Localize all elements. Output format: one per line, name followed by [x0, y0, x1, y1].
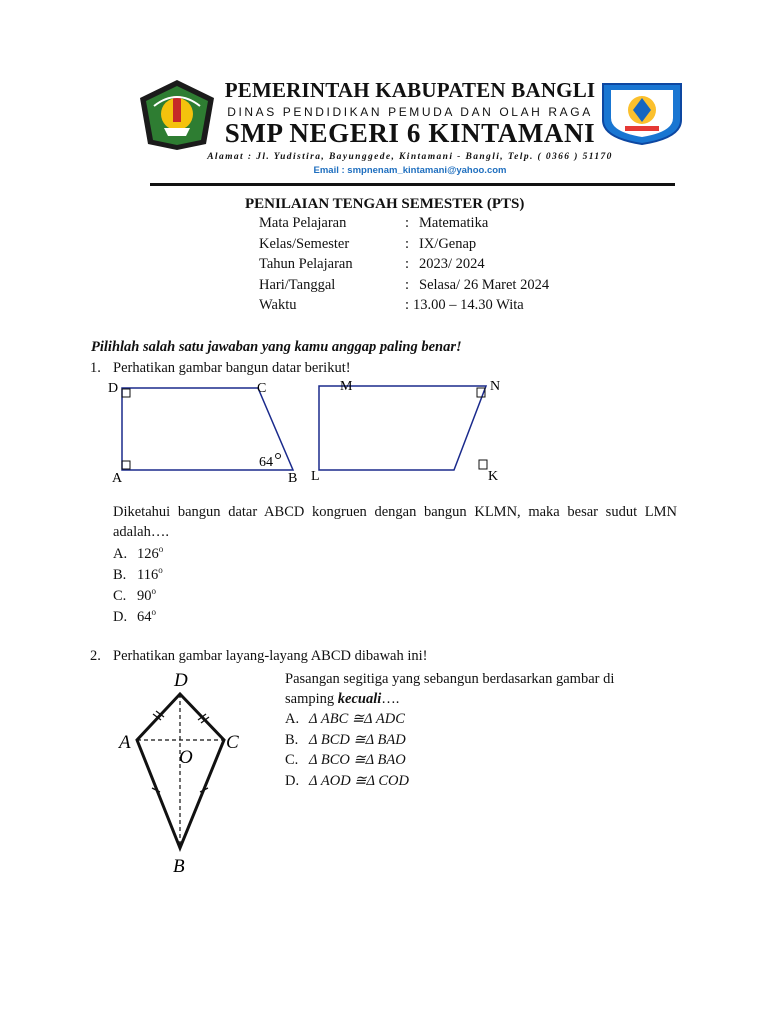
label-l: L — [311, 469, 320, 484]
info-colon: : — [405, 297, 410, 313]
info-value: Matematika — [419, 215, 489, 231]
q2-body-line1: Pasangan segitiga yang sebangun berdasarkan gambar di — [285, 671, 615, 687]
right-angle-k — [479, 460, 487, 469]
q1-prompt: Perhatikan gambar bangun datar berikut! — [113, 360, 351, 376]
q2-kite-figure — [113, 668, 273, 878]
info-key: Hari/Tanggal — [259, 277, 336, 293]
tut-wuri-handayani-logo — [597, 80, 687, 146]
q2-body-line2 — [285, 691, 399, 708]
q1-body-line2: adalah…. — [113, 524, 169, 540]
option-letter: C. — [113, 588, 127, 604]
label-b: B — [288, 471, 298, 486]
q1-body-line1: Diketahui bangun datar ABCD kongruen dengan bangun KLMN, maka besar sudut LMN — [113, 504, 677, 520]
q2-option-c[interactable] — [285, 752, 406, 769]
q2-number: 2. — [90, 648, 101, 664]
school-name: SMP NEGERI 6 KINTAMANI — [224, 118, 596, 148]
option-letter: D. — [113, 609, 128, 625]
right-angle-d — [122, 389, 130, 397]
info-colon: : — [405, 256, 410, 272]
info-colon: : — [405, 236, 410, 252]
option-text: Δ BCD ≅Δ BAD — [309, 732, 406, 748]
kite-label-c: C — [226, 732, 239, 753]
info-key: Kelas/Semester — [259, 236, 350, 252]
exam-title: PENILAIAN TENGAH SEMESTER (PTS) — [245, 196, 525, 212]
department-name: DINAS PENDIDIKAN PEMUDA DAN OLAH RAGA — [227, 105, 593, 119]
label-a: A — [112, 471, 123, 486]
q1-option-a[interactable] — [113, 544, 163, 563]
degree-sign: o — [158, 565, 163, 575]
degree-sign: o — [151, 586, 156, 596]
q1-option-c[interactable] — [113, 586, 156, 605]
government-name: PEMERINTAH KABUPATEN BANGLI — [224, 78, 596, 102]
info-value: IX/Genap — [419, 236, 477, 252]
option-letter: B. — [285, 732, 299, 748]
q2-body-pre: samping — [285, 691, 338, 707]
info-colon: : — [405, 277, 410, 293]
option-letter: B. — [113, 567, 127, 583]
info-value: 2023/ 2024 — [419, 256, 485, 272]
option-value: 64 — [137, 609, 152, 625]
option-value: 90 — [137, 588, 152, 604]
shape-klmn — [319, 386, 486, 470]
q1-option-d[interactable] — [113, 607, 156, 626]
info-key: Tahun Pelajaran — [259, 256, 353, 272]
q1-number: 1. — [90, 360, 101, 376]
option-letter: D. — [285, 773, 300, 789]
option-value: 116 — [137, 567, 159, 583]
info-key: Mata Pelajaran — [259, 215, 347, 231]
school-email: Email : smpnenam_kintamani@yahoo.com — [313, 165, 507, 176]
school-address: Alamat : Jl. Yudistira, Bayunggede, Kintamani - Bangli, Telp. ( 0366 ) 51170 — [207, 152, 613, 162]
degree-symbol — [276, 454, 281, 459]
bangli-regency-logo — [136, 78, 218, 152]
instruction-text: Pilihlah salah satu jawaban yang kamu anggap paling benar! — [91, 339, 462, 355]
option-text: Δ ABC ≅Δ ADC — [309, 711, 405, 727]
info-value: 13.00 – 14.30 Wita — [413, 297, 524, 313]
info-key: Waktu — [259, 297, 297, 313]
option-letter: A. — [113, 546, 128, 562]
info-value: Selasa/ 26 Maret 2024 — [419, 277, 550, 293]
option-letter: C. — [285, 752, 299, 768]
q2-prompt: Perhatikan gambar layang-layang ABCD dibawah ini! — [113, 648, 428, 664]
info-colon: : — [405, 215, 410, 231]
option-letter: A. — [285, 711, 300, 727]
label-n: N — [490, 379, 501, 394]
angle-label: 64 — [259, 455, 273, 470]
label-d: D — [108, 381, 119, 396]
q2-option-a[interactable] — [285, 711, 405, 728]
kite-label-o: O — [179, 747, 193, 768]
label-c: C — [257, 381, 267, 396]
kite-label-d: D — [174, 670, 188, 691]
option-text: Δ BCO ≅Δ BAO — [309, 752, 406, 768]
q2-option-d[interactable] — [285, 773, 409, 790]
header-divider — [150, 183, 675, 186]
q2-option-b[interactable] — [285, 732, 406, 749]
kite-label-a: A — [119, 732, 131, 753]
label-k: K — [488, 469, 499, 484]
option-text: Δ AOD ≅Δ COD — [309, 773, 409, 789]
q1-option-b[interactable] — [113, 565, 163, 584]
right-angle-a — [122, 461, 130, 469]
option-value: 126 — [137, 546, 159, 562]
label-m: M — [340, 379, 353, 394]
q2-body-post: …. — [381, 691, 400, 707]
degree-sign: o — [151, 607, 156, 617]
kite-label-b: B — [173, 856, 185, 877]
degree-sign: o — [158, 544, 164, 554]
q1-figure — [100, 374, 520, 486]
q2-body-emphasis: kecuali — [337, 691, 382, 707]
